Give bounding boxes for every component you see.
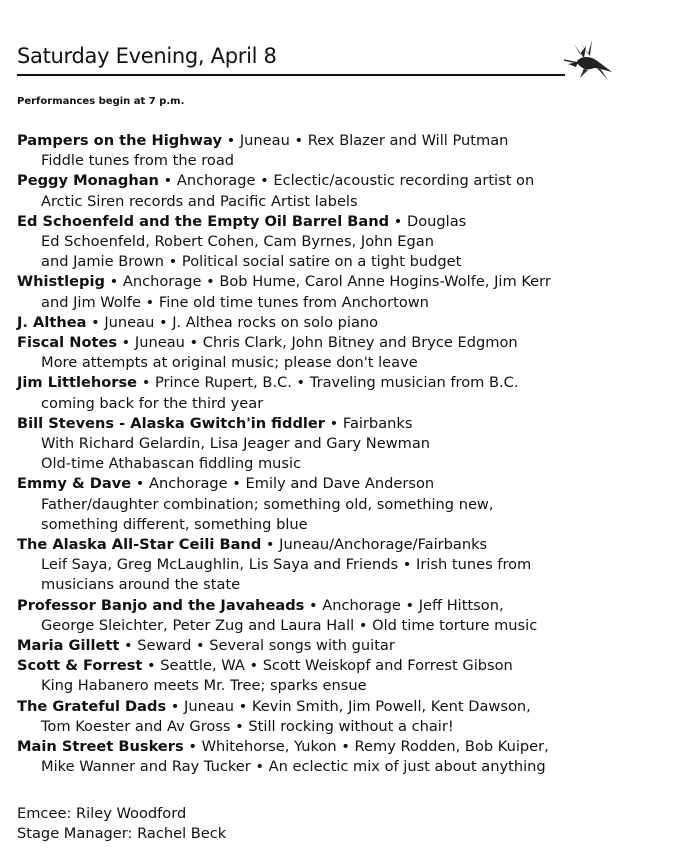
performer-entry bbox=[17, 171, 697, 211]
performer-entry bbox=[17, 333, 697, 373]
performer-description: Ed Schoenfeld, Robert Cohen, Cam Byrnes, John Egan bbox=[41, 233, 434, 251]
performer-name: Emmy & Dave bbox=[17, 475, 132, 493]
performer-description: With Richard Gelardin, Lisa Jeager and Gary Newman bbox=[41, 435, 431, 453]
performer-description: Tom Koester and Av Gross • Still rocking without a chair! bbox=[41, 717, 454, 735]
performer-headline bbox=[17, 596, 697, 616]
performer-name: Bill Stevens - Alaska Gwitch'in fiddler bbox=[17, 414, 325, 432]
performer-entry bbox=[17, 131, 697, 171]
performer-headline bbox=[17, 313, 697, 333]
performer-name: J. Althea bbox=[17, 313, 87, 331]
performer-headline bbox=[17, 414, 697, 434]
performer-details: • Whitehorse, Yukon • Remy Rodden, Bob Kuiper, bbox=[183, 738, 549, 756]
performer-headline bbox=[17, 656, 697, 676]
performer-details: • Anchorage • Bob Hume, Carol Anne Hogins-Wolfe, Jim Kerr bbox=[104, 273, 551, 291]
performer-description: Old-time Athabascan fiddling music bbox=[41, 455, 302, 473]
performer-entry bbox=[17, 535, 697, 596]
performer-entry bbox=[17, 656, 697, 696]
performer-details: • Douglas bbox=[389, 212, 467, 230]
performer-name: The Alaska All-Star Ceili Band bbox=[17, 536, 262, 554]
performer-description: Leif Saya, Greg McLaughlin, Lis Saya and Friends • Irish tunes from bbox=[41, 556, 532, 574]
performer-details: • Juneau • J. Althea rocks on solo piano bbox=[86, 313, 379, 331]
performer-headline bbox=[17, 171, 697, 191]
performer-details: • Fairbanks bbox=[325, 414, 413, 432]
credits bbox=[17, 804, 226, 844]
performer-details: • Juneau • Rex Blazer and Will Putman bbox=[221, 132, 509, 149]
performer-name: The Grateful Dads bbox=[17, 697, 167, 715]
performer-name: Maria Gillett bbox=[17, 637, 120, 655]
performer-description: and Jamie Brown • Political social satire on a tight budget bbox=[41, 253, 462, 271]
performer-description: Fiddle tunes from the road bbox=[41, 152, 235, 170]
start-time-note: Performances begin at 7 p.m. bbox=[17, 96, 185, 107]
performer-name: Pampers on the Highway bbox=[17, 132, 222, 149]
performer-headline bbox=[17, 535, 697, 555]
performer-name: Jim Littlehorse bbox=[17, 374, 138, 392]
performer-details: • Juneau/Anchorage/Fairbanks bbox=[261, 536, 488, 554]
performer-description: Arctic Siren records and Pacific Artist labels bbox=[41, 192, 358, 210]
performer-details: • Seattle, WA • Scott Weiskopf and Forrest Gibson bbox=[142, 657, 513, 675]
emcee-credit: Emcee: Riley Woodford bbox=[17, 805, 187, 822]
performer-details: • Seward • Several songs with guitar bbox=[119, 637, 395, 655]
performer-name: Ed Schoenfeld and the Empty Oil Barrel Band bbox=[17, 212, 390, 230]
performer-details: • Juneau • Chris Clark, John Bitney and Bryce Edgmon bbox=[117, 334, 518, 352]
stage-manager-credit: Stage Manager: Rachel Beck bbox=[17, 825, 227, 843]
performer-entry bbox=[17, 414, 697, 475]
performer-description: George Sleichter, Peter Zug and Laura Hall • Old time torture music bbox=[41, 616, 538, 634]
performer-list bbox=[17, 131, 697, 778]
performer-entry bbox=[17, 313, 697, 333]
performer-entry bbox=[17, 272, 697, 312]
performer-details: • Juneau • Kevin Smith, Jim Powell, Kent Dawson, bbox=[166, 697, 531, 715]
performer-headline bbox=[17, 333, 697, 353]
performer-headline bbox=[17, 272, 697, 292]
performer-details: • Prince Rupert, B.C. • Traveling musician from B.C. bbox=[137, 374, 519, 392]
performer-details: • Anchorage • Jeff Hittson, bbox=[304, 596, 504, 614]
performer-name: Scott & Forrest bbox=[17, 657, 143, 675]
performer-details: • Anchorage • Emily and Dave Anderson bbox=[131, 475, 435, 493]
page-title: Saturday Evening, April 8 bbox=[17, 44, 277, 68]
performer-headline bbox=[17, 131, 697, 151]
performer-description: musicians around the state bbox=[41, 576, 241, 594]
performer-headline bbox=[17, 474, 697, 494]
performer-description: King Habanero meets Mr. Tree; sparks ensue bbox=[41, 677, 367, 695]
performer-entry bbox=[17, 737, 697, 777]
performer-name: Peggy Monaghan bbox=[17, 172, 159, 190]
performer-description: More attempts at original music; please don't leave bbox=[41, 354, 418, 372]
performer-name: Professor Banjo and the Javaheads bbox=[17, 596, 305, 614]
performer-headline bbox=[17, 373, 697, 393]
performer-name: Whistlepig bbox=[17, 273, 105, 291]
performer-name: Main Street Buskers bbox=[17, 738, 184, 756]
performer-description: and Jim Wolfe • Fine old time tunes from Anchortown bbox=[41, 293, 429, 311]
performer-description: coming back for the third year bbox=[41, 394, 264, 412]
performer-entry bbox=[17, 474, 697, 535]
title-underline bbox=[17, 74, 565, 76]
performer-details: • Anchorage • Eclectic/acoustic recording artist on bbox=[158, 172, 535, 190]
performer-headline bbox=[17, 697, 697, 717]
performer-entry bbox=[17, 636, 697, 656]
performer-entry bbox=[17, 373, 697, 413]
performer-description: Mike Wanner and Ray Tucker • An eclectic mix of just about anything bbox=[41, 758, 546, 776]
performer-description: something different, something blue bbox=[41, 515, 308, 533]
performer-description: Father/daughter combination; something old, something new, bbox=[41, 495, 494, 513]
performer-entry bbox=[17, 596, 697, 636]
performer-entry bbox=[17, 212, 697, 273]
performer-headline bbox=[17, 212, 697, 232]
performer-name: Fiscal Notes bbox=[17, 334, 118, 352]
performer-entry bbox=[17, 697, 697, 737]
performer-headline bbox=[17, 636, 697, 656]
hummingbird-icon bbox=[560, 34, 620, 84]
performer-headline bbox=[17, 737, 697, 757]
